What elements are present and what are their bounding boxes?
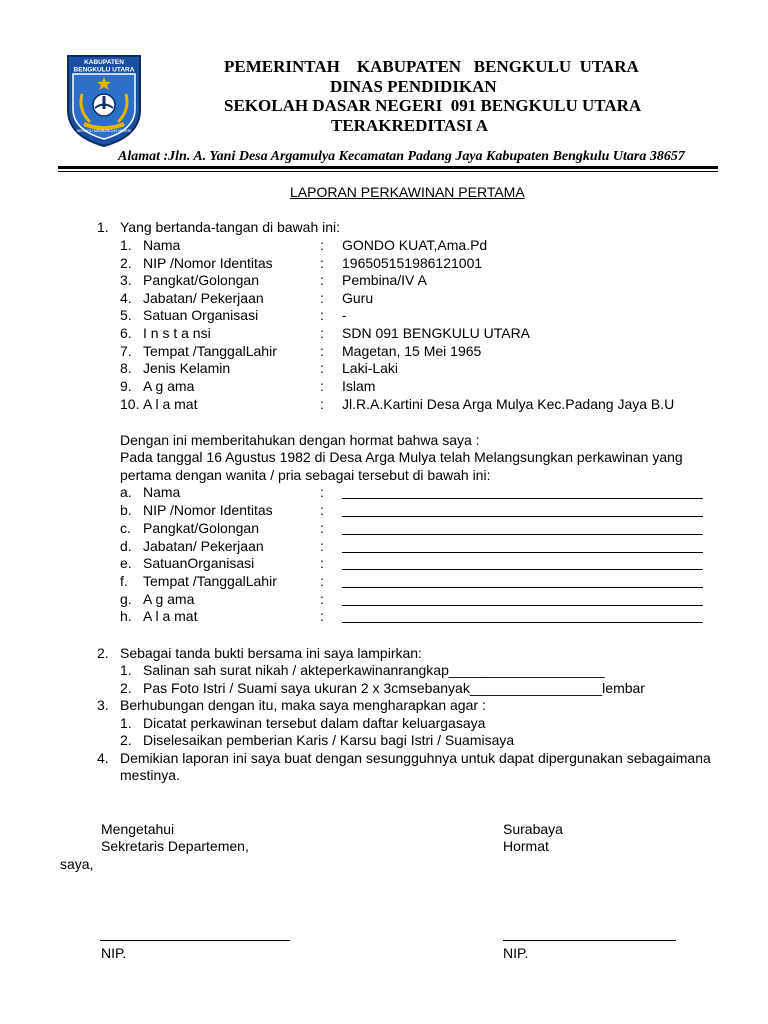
spouse-separator: : xyxy=(320,484,324,500)
detail-number: 6. xyxy=(120,325,132,341)
spouse-label: Pangkat/Golongan xyxy=(143,520,259,536)
spouse-separator: : xyxy=(320,502,324,518)
spouse-row xyxy=(0,520,768,537)
spouse-letter: d. xyxy=(120,538,132,554)
detail-row xyxy=(0,290,768,307)
spouse-label: A g ama xyxy=(143,591,195,607)
spouse-label: NIP /Nomor Identitas xyxy=(143,502,273,518)
spouse-separator: : xyxy=(320,608,324,624)
detail-row xyxy=(0,325,768,342)
detail-label: Jenis Kelamin xyxy=(143,360,231,376)
detail-separator: : xyxy=(320,307,324,323)
detail-row xyxy=(0,307,768,324)
spouse-label: Jabatan/ Pekerjaan xyxy=(143,538,264,554)
spouse-row xyxy=(0,502,768,519)
detail-separator: : xyxy=(320,272,324,288)
spouse-row xyxy=(0,573,768,590)
detail-separator: : xyxy=(320,255,324,271)
spouse-fill-line xyxy=(342,587,703,588)
spouse-fill-line xyxy=(342,498,703,499)
section4-line2: mestinya. xyxy=(120,767,180,783)
detail-value: 196505151986121001 xyxy=(342,255,483,271)
detail-value: Jl.R.A.Kartini Desa Arga Mulya Kec.Padang Jaya B.U xyxy=(342,396,675,412)
detail-value: - xyxy=(342,307,347,323)
letterhead-line4: TERAKREDITASI A xyxy=(331,116,488,135)
detail-label: A g ama xyxy=(143,378,195,394)
notification-para1: Dengan ini memberitahukan dengan hormat bahwa saya : xyxy=(120,432,480,448)
section2-item2-text: Pas Foto Istri / Suami saya ukuran 2 x 3cmsebanyak_________________lembar xyxy=(143,680,645,696)
spouse-letter: e. xyxy=(120,555,132,571)
spouse-row xyxy=(0,538,768,555)
logo-text-top-1: KABUPATEN xyxy=(84,59,124,66)
document-title: LAPORAN PERKAWINAN PERTAMA xyxy=(290,184,525,200)
detail-label: Pangkat/Golongan xyxy=(143,272,259,288)
section2-num: 2. xyxy=(97,645,109,661)
detail-number: 8. xyxy=(120,360,132,376)
spouse-separator: : xyxy=(320,520,324,536)
detail-separator: : xyxy=(320,325,324,341)
detail-separator: : xyxy=(320,290,324,306)
spouse-separator: : xyxy=(320,591,324,607)
detail-value: Laki-Laki xyxy=(342,360,399,376)
detail-separator: : xyxy=(320,396,324,412)
sign-right-nip: NIP. xyxy=(503,945,529,961)
detail-number: 3. xyxy=(120,272,132,288)
spouse-letter: h. xyxy=(120,608,132,624)
detail-label: Jabatan/ Pekerjaan xyxy=(143,290,264,306)
sign-right-line2: Hormat xyxy=(503,838,549,854)
detail-separator: : xyxy=(320,378,324,394)
spouse-fill-line xyxy=(342,534,703,535)
logo-motto: BERSATU MEMBANGUN NEGERI xyxy=(76,129,132,133)
detail-separator: : xyxy=(320,237,324,253)
detail-number: 4. xyxy=(120,290,132,306)
section4-line1: Demikian laporan ini saya buat dengan sesungguhnya untuk dapat dipergunakan sebagaimana xyxy=(120,750,711,766)
spouse-letter: a. xyxy=(120,484,132,500)
spouse-row xyxy=(0,555,768,572)
detail-value: GONDO KUAT,Ama.Pd xyxy=(342,237,488,253)
detail-row xyxy=(0,396,768,413)
section3-item2-text: Diselesaikan pemberian Karis / Karsu bagi Istri / Suamisaya xyxy=(143,732,515,748)
spouse-label: Tempat /TanggalLahir xyxy=(143,573,277,589)
spouse-row xyxy=(0,484,768,501)
spouse-label: Nama xyxy=(143,484,181,500)
detail-value: Magetan, 15 Mei 1965 xyxy=(342,343,482,359)
spouse-fill-line xyxy=(342,516,703,517)
spouse-label: A l a mat xyxy=(143,608,198,624)
detail-separator: : xyxy=(320,343,324,359)
notification-para2: Pada tanggal 16 Agustus 1982 di Desa Arga Mulya telah Melangsungkan perkawinan yang xyxy=(120,449,683,465)
section2-text: Sebagai tanda bukti bersama ini saya lampirkan: xyxy=(120,645,422,661)
sign-right-underline xyxy=(503,940,676,941)
detail-number: 9. xyxy=(120,378,132,394)
detail-row xyxy=(0,237,768,254)
detail-label: A l a mat xyxy=(143,396,198,412)
notification-para3: pertama dengan wanita / pria sebagai tersebut di bawah ini: xyxy=(120,467,491,483)
sign-left-line2: Sekretaris Departemen, xyxy=(101,838,249,854)
letterhead-rule-thick xyxy=(58,166,718,169)
detail-row xyxy=(0,255,768,272)
spouse-separator: : xyxy=(320,538,324,554)
spouse-fill-line xyxy=(342,569,703,570)
detail-value: Guru xyxy=(342,290,374,306)
sign-left-line1: Mengetahui xyxy=(101,821,175,837)
detail-row xyxy=(0,378,768,395)
section2-item1-num: 1. xyxy=(120,662,132,678)
section3-num: 3. xyxy=(97,697,109,713)
letterhead-rule-thin xyxy=(58,171,718,172)
section3-text: Berhubungan dengan itu, maka saya mengharapkan agar : xyxy=(120,697,486,713)
detail-label: Tempat /TanggalLahir xyxy=(143,343,277,359)
spouse-letter: b. xyxy=(120,502,132,518)
detail-number: 10. xyxy=(120,396,140,412)
detail-number: 1. xyxy=(120,237,132,253)
spouse-separator: : xyxy=(320,573,324,589)
section2-item1-text: Salinan sah surat nikah / akteperkawinanrangkap____________________ xyxy=(143,662,605,678)
letterhead-address: Alamat :Jln. A. Yani Desa Argamulya Kecamatan Padang Jaya Kabupaten Bengkulu Utara 38657 xyxy=(118,149,685,164)
detail-row xyxy=(0,360,768,377)
detail-row xyxy=(0,272,768,289)
spouse-row xyxy=(0,608,768,625)
letterhead-line1: PEMERINTAH KABUPATEN BENGKULU UTARA xyxy=(224,57,639,76)
section1-intro: Yang bertanda-tangan di bawah ini: xyxy=(120,219,341,235)
spouse-fill-line xyxy=(342,552,703,553)
sign-right-line1: Surabaya xyxy=(503,821,563,837)
spouse-letter: f. xyxy=(120,573,128,589)
sign-left-underline xyxy=(100,940,290,941)
section3-item1-num: 1. xyxy=(120,715,132,731)
detail-number: 7. xyxy=(120,343,132,359)
detail-number: 2. xyxy=(120,255,132,271)
regency-logo xyxy=(64,52,144,148)
logo-text-top-2: BENGKULU UTARA xyxy=(73,66,135,74)
detail-label: I n s t a nsi xyxy=(143,325,211,341)
spouse-separator: : xyxy=(320,555,324,571)
section1-num: 1. xyxy=(97,219,109,235)
detail-label: Nama xyxy=(143,237,181,253)
spouse-label: SatuanOrganisasi xyxy=(143,555,255,571)
detail-row xyxy=(0,343,768,360)
section3-item2-num: 2. xyxy=(120,732,132,748)
spouse-letter: c. xyxy=(120,520,131,536)
spouse-fill-line xyxy=(342,622,703,623)
detail-value: Islam xyxy=(342,378,376,394)
section3-item1-text: Dicatat perkawinan tersebut dalam daftar keluargasaya xyxy=(143,715,486,731)
section2-item2-num: 2. xyxy=(120,680,132,696)
sign-left-nip: NIP. xyxy=(101,945,127,961)
detail-value: SDN 091 BENGKULU UTARA xyxy=(342,325,531,341)
spouse-fill-line xyxy=(342,605,703,606)
spouse-row xyxy=(0,591,768,608)
detail-value: Pembina/IV A xyxy=(342,272,427,288)
letterhead-line3: SEKOLAH DASAR NEGERI 091 BENGKULU UTARA xyxy=(224,96,642,115)
detail-separator: : xyxy=(320,360,324,376)
detail-number: 5. xyxy=(120,307,132,323)
detail-label: Satuan Organisasi xyxy=(143,307,259,323)
letterhead-line2: DINAS PENDIDIKAN xyxy=(330,77,497,96)
sign-left-line3: saya, xyxy=(60,856,94,872)
section4-num: 4. xyxy=(97,750,109,766)
detail-label: NIP /Nomor Identitas xyxy=(143,255,273,271)
spouse-letter: g. xyxy=(120,591,132,607)
